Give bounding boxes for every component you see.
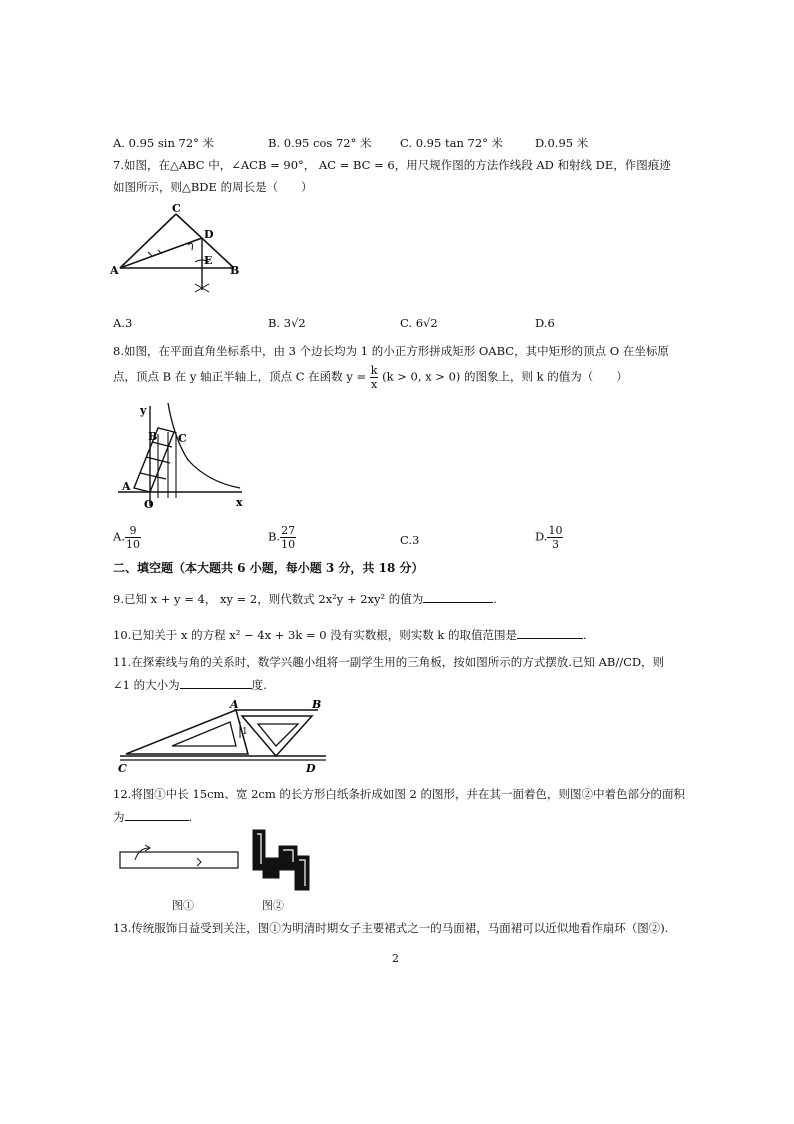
q8-option-a [113, 524, 141, 551]
section-2-title: 二、填空题（本大题共 6 小题，每小题 3 分，共 18 分） [113, 561, 424, 575]
q8-option-a-prefix: A. [113, 529, 125, 544]
q8-option-d-den: 3 [551, 538, 559, 551]
q8-option-b-den: 10 [281, 538, 296, 551]
q8-option-c: C.3 [400, 533, 420, 547]
q9-line [113, 590, 497, 607]
q7-label-a: A [110, 264, 119, 277]
q12-figure-2-label: 图② [262, 899, 284, 912]
q10-end: . [583, 628, 587, 642]
q11-label-c: C [118, 762, 127, 775]
q8-frac-den: x [371, 378, 378, 391]
q8-option-d-prefix: D. [535, 529, 548, 544]
q7-line-1: 7.如图，在△ABC 中，∠ACB = 90°， AC = BC = 6，用尺规作图的方法作线段 AD 和射线 DE，作图痕迹 [113, 158, 671, 172]
q12-figure-1-label: 图① [172, 899, 194, 912]
q8-option-b-fraction [280, 524, 296, 551]
q8-option-d-num: 10 [548, 524, 563, 537]
q12-paper-strip-figures [115, 826, 315, 896]
q12-answer-blank[interactable] [125, 808, 189, 821]
q10-line [113, 626, 587, 643]
q8-label-a: A [122, 480, 131, 493]
q11-answer-blank[interactable] [180, 676, 252, 689]
q9-end: . [493, 592, 497, 606]
q7-line-2: 如图所示，则△BDE 的周长是（ ） [113, 180, 313, 194]
q11-line-1: 11.在探索线与角的关系时，数学兴趣小组将一副学生用的三角板，按如图所示的方式摆放.已知 AB//CD，则 [113, 655, 665, 669]
q11-line-2-after: 度. [251, 678, 267, 692]
q8-line-2 [113, 364, 628, 391]
q11-line-2-before: ∠1 的大小为 [113, 678, 180, 692]
q8-function-fraction [370, 364, 379, 391]
q7-label-b: B [230, 264, 240, 277]
q8-frac-num: k [370, 364, 378, 377]
q11-line-2 [113, 676, 267, 693]
q8-coordinate-figure [110, 398, 250, 513]
q11-label-a: A [230, 698, 239, 711]
q12-line-2 [113, 808, 192, 825]
q11-triangle-rulers-figure [112, 698, 334, 776]
q8-option-a-fraction [125, 524, 141, 551]
q8-option-b-prefix: B. [268, 529, 281, 544]
q8-option-a-den: 10 [125, 538, 140, 551]
q10-text: 10.已知关于 x 的方程 x² − 4x + 3k = 0 没有实数根，则实数 k 的取值范围是 [113, 628, 518, 642]
q8-option-d-fraction [547, 524, 563, 551]
q7-label-e: E [204, 254, 213, 267]
q8-line-2-after: (k > 0, x > 0) 的图象上，则 k 的值为（ ） [382, 369, 628, 384]
q6-option-c: C. 0.95 tan 72° 米 [400, 136, 504, 150]
q9-answer-blank[interactable] [423, 590, 493, 603]
q8-option-b [268, 524, 296, 551]
q6-option-d: D.0.95 米 [535, 136, 589, 150]
q11-label-b: B [312, 698, 322, 711]
q7-label-c: C [172, 202, 181, 215]
q10-answer-blank[interactable] [517, 626, 583, 639]
q8-label-b: B [148, 430, 158, 443]
q8-option-d [535, 524, 563, 551]
q8-label-o: O [144, 498, 154, 511]
q7-triangle-figure [110, 200, 260, 300]
q8-label-x: x [236, 496, 243, 509]
q7-option-b: B. 3√2 [268, 316, 306, 330]
q8-line-2-before: 点，顶点 B 在 y 轴正半轴上，顶点 C 在函数 y = [113, 369, 367, 384]
q13-line-1: 13.传统服饰日益受到关注，图①为明清时期女子主要裙式之一的马面裙，马面裙可以近似地看作扇环（图②). [113, 921, 669, 935]
q8-label-c: C [178, 432, 187, 445]
q11-label-d: D [306, 762, 316, 775]
q6-option-b: B. 0.95 cos 72° 米 [268, 136, 372, 150]
q7-option-d: D.6 [535, 316, 555, 330]
q7-option-a: A.3 [113, 316, 133, 330]
q12-line-2-after: . [188, 810, 193, 824]
q7-option-c: C. 6√2 [400, 316, 438, 330]
q7-label-d: D [204, 228, 214, 241]
q8-option-a-num: 9 [125, 524, 141, 538]
q8-label-y: y [140, 404, 147, 417]
q8-option-b-num: 27 [281, 524, 296, 537]
page-number: 2 [392, 952, 399, 965]
q8-line-1: 8.如图，在平面直角坐标系中，由 3 个边长均为 1 的小正方形拼成矩形 OABC，其中矩形的顶点 O 在坐标原 [113, 344, 669, 358]
q12-line-2-before: 为 [113, 810, 125, 824]
q12-line-1: 12.将图①中长 15cm、宽 2cm 的长方形白纸条折成如图 2 的图形，并在其一面着色，则图②中着色部分的面积 [113, 787, 686, 801]
q9-text: 9.已知 x + y = 4， xy = 2，则代数式 2x²y + 2xy² 的值为 [113, 592, 424, 606]
q6-option-a: A. 0.95 sin 72° 米 [113, 136, 215, 150]
q11-label-angle-1: 1 [242, 727, 248, 737]
